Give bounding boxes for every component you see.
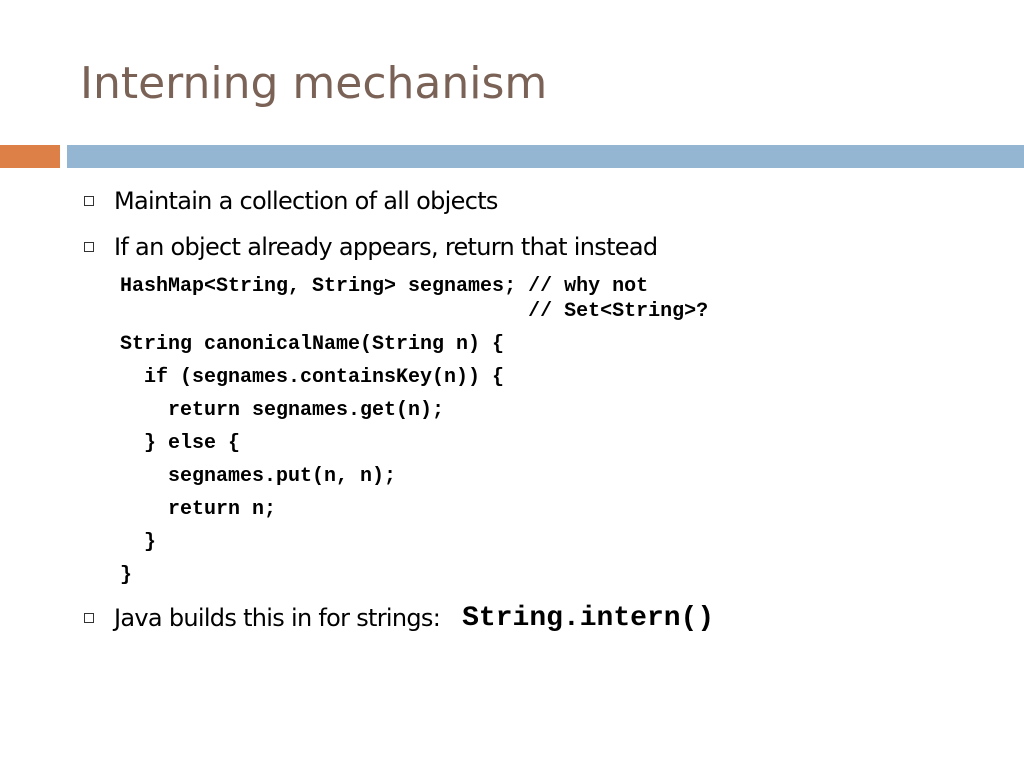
code-line: return n;: [120, 498, 277, 521]
bullet-text: Maintain a collection of all objects: [114, 187, 498, 215]
square-bullet-icon: [84, 196, 94, 206]
code-line: return segnames.get(n);: [120, 399, 445, 422]
square-bullet-icon: [84, 613, 94, 623]
inline-code: String.intern(): [462, 602, 715, 634]
bullet-text: If an object already appears, return that instead: [114, 233, 658, 261]
slide-title: Interning mechanism: [80, 58, 548, 109]
square-bullet-icon: [84, 242, 94, 252]
code-line: segnames.put(n, n);: [120, 465, 397, 488]
title-accent-bar-blue: [67, 145, 1024, 168]
bullet-item: [80, 229, 657, 265]
code-line: if (segnames.containsKey(n)) {: [120, 366, 505, 389]
code-line: HashMap<String, String> segnames; // why not: [120, 275, 649, 298]
bullet-item: [80, 183, 498, 219]
code-line: }: [120, 564, 133, 587]
title-accent-bar-orange: [0, 145, 60, 168]
code-line: String canonicalName(String n) {: [120, 333, 505, 356]
code-line: // Set<String>?: [120, 300, 709, 323]
code-line: } else {: [120, 432, 241, 455]
bullet-item: [80, 600, 714, 636]
bullet-text: Java builds this in for strings:: [114, 604, 441, 632]
code-line: }: [120, 531, 157, 554]
